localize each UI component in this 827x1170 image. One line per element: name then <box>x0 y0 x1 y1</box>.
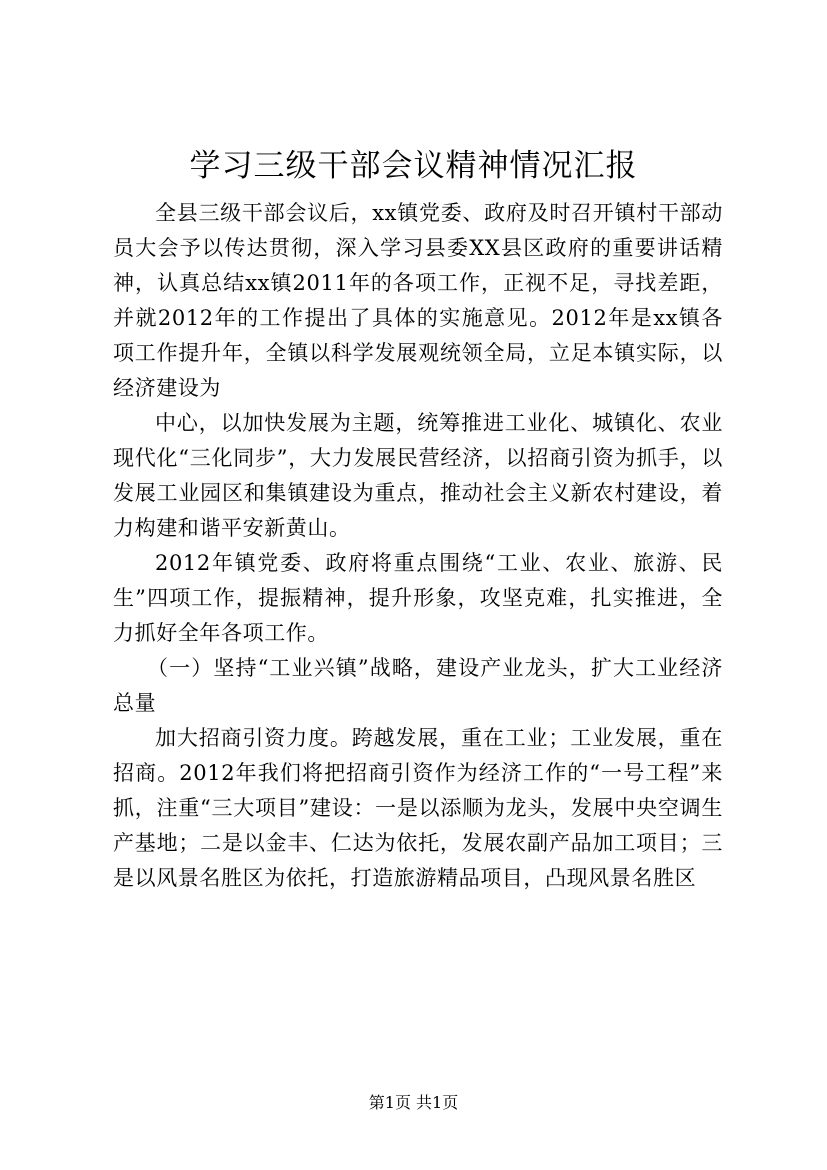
section-heading-1: （一）坚持“工业兴镇”战略，建设产业龙头，扩大工业经济总量 <box>113 656 723 715</box>
document-title: 学习三级干部会议精神情况汇报 <box>189 148 638 184</box>
paragraph-2: 中心，以加快发展为主题，统筹推进工业化、城镇化、农业现代化“三化同步”，大力发展民营经济，以招商引资为抓手，以发展工业园区和集镇建设为重点，推动社会主义新农村建设，着力构建和谐平安新黄山。 <box>113 411 723 540</box>
paragraph-3: 2012年镇党委、政府将重点围绕“工业、农业、旅游、民生”四项工作，提振精神，提升形象，攻坚克难，扎实推进，全力抓好全年各项工作。 <box>113 551 723 645</box>
document-body <box>113 196 723 896</box>
page-footer: 第1页 共1页 <box>368 1093 459 1112</box>
paragraph-4: 加大招商引资力度。跨越发展，重在工业；工业发展，重在招商。2012年我们将把招商引资作为经济工作的“一号工程”来抓，注重“三大项目”建设：一是以添顺为龙头，发展中央空调生产基地；二是以金丰、仁达为依托，发展农副产品加工项目；三是以风景名胜区为依托，打造旅游精品项目，凸现风景名胜区 <box>113 726 723 890</box>
paragraph-1: 全县三级干部会议后，xx镇党委、政府及时召开镇村干部动员大会予以传达贯彻，深入学习县委XX县区政府的重要讲话精神，认真总结xx镇2011年的各项工作，正视不足，寻找差距，并就2012年的工作提出了具体的实施意见。2012年是xx镇各项工作提升年，全镇以科学发展观统领全局，立足本镇实际，以经济建设为 <box>113 201 723 400</box>
